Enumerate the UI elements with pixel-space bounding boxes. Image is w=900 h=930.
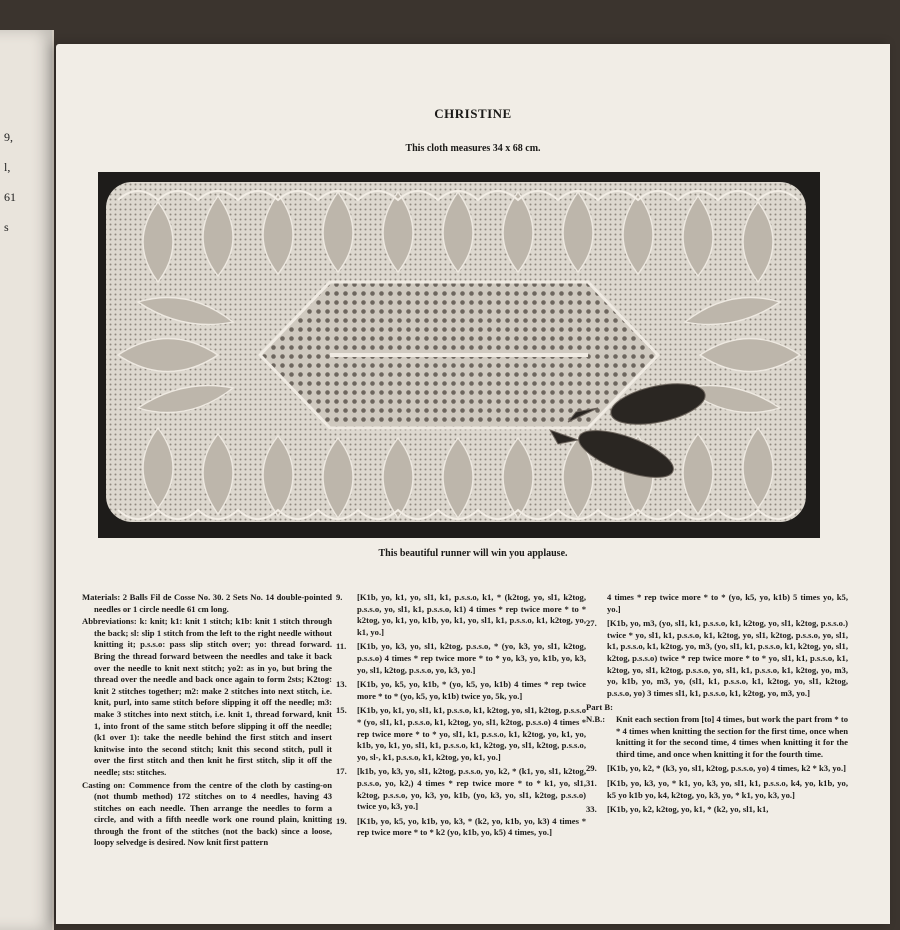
- lace-runner-photo: [98, 172, 820, 538]
- casting-label: Casting on:: [82, 779, 126, 790]
- row-number: 17.: [336, 766, 347, 777]
- row-number: 11.: [336, 641, 347, 652]
- pattern-row: [336, 641, 586, 676]
- abbreviations-text: k: knit; k1: knit 1 stitch; k1b: knit 1 stitch through the back; sl: slip 1 stitch from the left to the right needle without knitting it; p.s.s.o: pass slip stitch over; yo: thread forward. Bring the thread forward between the needles and take it back over the needle to knit next stitch; yo2: as in yo, but bring the thread over the needle and back once again to form 2sts; K2tog: knit 2 stitches together; m2: make 2 stitches into next stitch, i.e. knit, purl, into same stitch before slipping it off the needle; m3: make 3 stitches into next stitch, i.e. knit 1, thread forward, knit 1, into front of the same stitch before slipping it off the needle; (k1 over 1): take the needle behind the first stitch and insert knitwise into the second stitch; knit this second stitch, pull it over the first stitch and then knit he first stitch, slip it off the needle; sts: stitches.: [94, 616, 333, 777]
- row-text: [K1b, yo, k1, yo, sl1, k1, p.s.s.o, k1, * (k2tog, yo, sl1, k2tog, p.s.s.o, yo, sl1, k1, p.s.s.o, k1) 4 times * rep twice more * to * k2tog, yo, k1, yo, k1b, yo, k1, yo, sl1, k1, p.s.s.o, k1, k2tog, yo, k1, yo.]: [357, 592, 586, 637]
- left-mark: 9,: [4, 130, 13, 144]
- row-number: 31.: [586, 777, 597, 788]
- row-number: 33.: [586, 804, 597, 815]
- part-b-heading: Part B:: [586, 702, 613, 713]
- row-text: [K1b, yo, k3, yo, sl1, k2tog, p.s.s.o, * (yo, k3, yo, sl1, k2tog, p.s.s.o) 4 times * rep twice more * to * yo, k3, yo, k1b, yo, k3, yo, sl1, k2tog, p.s.s.o, yo, k3, yo.]: [357, 641, 586, 675]
- row-text: [K1b, yo, k5, yo, k1b, yo, k3, * (k2, yo, k1b, yo, k3) 4 times * rep twice more * to * k2 (yo, k1b, yo, k5) 4 times, yo.]: [357, 815, 586, 838]
- row-text: [k1b, yo, k3, yo, sl1, k2tog, p.s.s.o, yo, k2, * (k1, yo, sl1, k2tog, p.s.s.o, yo, k2,) 4 times * rep twice more * to * k1, yo, sl1, k2tog, p.s.s.o, yo, k3, yo, k1b, (yo, k3, yo, sl1, k2tog, p.s.s.o) twice yo, k3, yo.]: [357, 766, 586, 812]
- pattern-row: [336, 705, 586, 763]
- row-number: 29.: [586, 763, 597, 774]
- lace-runner-illustration: [98, 172, 820, 538]
- left-mark: 61: [4, 190, 16, 204]
- instructions-column-1: [82, 592, 332, 850]
- instructions-column-2: [336, 592, 586, 842]
- materials-paragraph: [82, 592, 332, 615]
- pattern-row: [336, 766, 586, 812]
- row-text: [K1b, yo, m3, (yo, sl1, k1, p.s.s.o, k1, k2tog, yo, sl1, k2tog, p.s.s.o.) twice * yo, sl1, k1, p.s.s.o, k1, k2tog, yo, sl1, k2tog, p.s.s.o, yo, sl1, k1, p.s.s.o, k1, k2tog, yo, m3, (yo, sl1, k1, p.s.s.o, k1, k2tog, yo, sl1, k2tog, p.s.s.o) twice * rep twice more * to * yo, sl1, k1, p.s.s.o, k1, k2tog, yo, sl1, k2tog, p.s.s.o, yo, sl1, k1, p.s.s.o, k1, k2tog, yo, m3, yo, k1b, yo, m3, yo, (sl1, k1, p.s.s.o, k1, k2tog, yo, sl1, k2tog, p.s.s.o, yo) 3 times sl1, k1, p.s.s.o, k1, k2tog, yo, m3, yo.]: [607, 618, 848, 698]
- row-text: [K1b, yo, k2, k2tog, yo, k1, * (k2, yo, sl1, k1,: [607, 804, 769, 815]
- left-page-marks: [4, 122, 16, 242]
- pattern-row-continued: [586, 592, 848, 615]
- page-title: CHRISTINE: [434, 106, 512, 121]
- row-number: 9.: [336, 592, 343, 602]
- measure-note: This cloth measures 34 x 68 cm.: [405, 143, 541, 154]
- pattern-row: [586, 804, 848, 816]
- pattern-row: [586, 618, 848, 699]
- row-number: 13.: [336, 679, 347, 690]
- row-text: [K1b, yo, k2, * (k3, yo, sl1, k2tog, p.s.s.o, yo) 4 times, k2 * k3, yo.]: [607, 763, 846, 774]
- row-text: [K1b, yo, k1, yo, sl1, k1, p.s.s.o, k1, k2tog, yo, sl1, k2tog, p.s.s.o * (yo, sl1, k1, p.s.s.o, k1, k2tog, yo, sl1, k2tog, p.s.s.o) 4 times * rep twice more * to * yo, sl1, k1, p.s.s.o, k1, k2tog, yo, k1, yo, k1b, yo, k1, yo, sl1, k1, p.s.s.o, k1, k2tog, yo, sl1, k2tog, p.s.s.o, yo, sl-, k1, p.s.s.o, k1, k2tog, yo, k1, yo.]: [357, 705, 586, 762]
- materials-text: 2 Balls Fil de Cosse No. 30. 2 Sets No. 14 double-pointed needles or 1 circle needle 61 cm long.: [94, 592, 332, 614]
- pattern-row: [336, 816, 586, 839]
- pattern-row: [336, 679, 586, 702]
- materials-label: Materials:: [82, 592, 121, 602]
- row-text: [K1b, yo, k5, yo, k1b, * (yo, k5, yo, k1b) 4 times * rep twice more * to * (yo, k5, yo, k1b) twice yo, 5k, yo.]: [357, 679, 586, 701]
- row-number: 27.: [586, 618, 597, 629]
- nb-note: [586, 714, 848, 760]
- row-text: [K1b, yo, k3, yo, * k1, yo, k3, yo, sl1, k1, p.s.s.o, k4, yo, k1b, yo, k5 yo k1b yo, k4, k2tog, yo, k3, yo, * k1, yo, k3, yo.]: [607, 777, 848, 800]
- pattern-row: [586, 778, 848, 801]
- abbreviations-paragraph: [82, 616, 332, 778]
- book-page: [56, 44, 890, 924]
- instructions-column-3: [586, 592, 848, 819]
- casting-text: Commence from the centre of the cloth by casting-on (not thumb method) 172 stitches on to 4 needles, having 43 stitches on each needle. Then arrange the needles to form a circle, and with a fifth needle work one round plain, knitting through the front of the stitches (not the back) since a loose, loopy selvedge is desired. Now knit first pattern: [94, 779, 332, 848]
- pattern-row: [336, 592, 586, 638]
- nb-text: Knit each section from [to] 4 times, but work the part from * to * 4 times when knitting the section for the first time, once when knitting it for the second time, 4 times when knitting it for the third time, and once when knitting it for the fourth time.: [616, 713, 848, 759]
- photo-caption: This beautiful runner will win you applause.: [378, 548, 568, 559]
- left-mark: l,: [4, 160, 11, 174]
- nb-label: N.B.:: [586, 713, 606, 724]
- left-mark: s: [4, 220, 9, 234]
- row-number: 15.: [336, 705, 347, 716]
- pattern-row: [586, 763, 848, 775]
- left-page-edge: [0, 30, 54, 930]
- row-number: 19.: [336, 815, 347, 826]
- row-text: 4 times * rep twice more * to * (yo, k5, yo, k1b) 5 times yo, k5, yo.]: [607, 592, 848, 614]
- casting-paragraph: [82, 780, 332, 850]
- abbreviations-label: Abbreviations:: [82, 616, 137, 627]
